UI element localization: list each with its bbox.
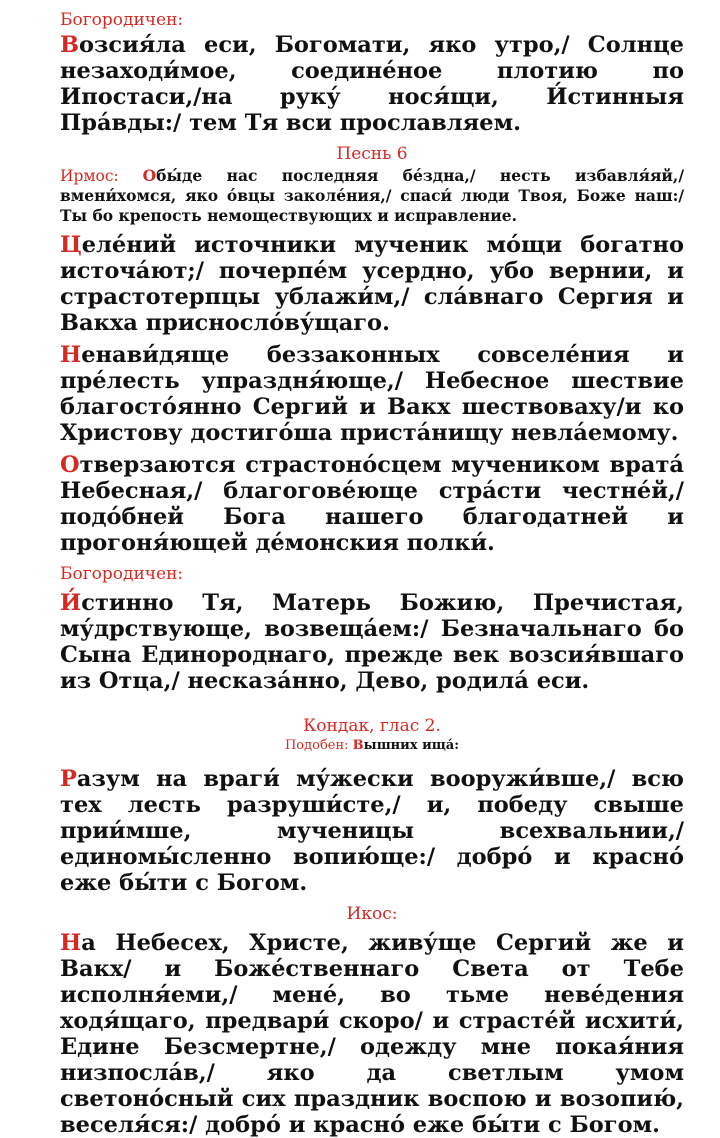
drop-initial: В <box>352 738 364 753</box>
verse-text: азум на враги́ му́жески вооружи́вше,/ всю тех лесть разруши́сте,/ и, победу свыше прии́мше, мученицы всехвальнии,/ единомы́сленно вопию́ще:/ добро́ и красно́ еже бы́ти с Богом. <box>60 766 684 896</box>
drop-initial: О <box>142 166 157 185</box>
kontakion-heading: Кондак, глас 2. <box>303 716 441 736</box>
verse-text: а Небесех, Христе, живу́ще Сергий же и Вакх/ и Боже́ственнаго Света от Тебе исполня́еми,/ мене́, во тьме неве́дения ходя́щаго, предвари́ скоро/ и страсте́й исхити́, Едине Безсмертне,/ одежду мне покая́ния низпосла́в,/ яко да светлым умом светоно́сный сих праздник воспою и возопию́, веселя́ся:/ добро́ и красно́ еже бы́ти с Богом. <box>60 930 684 1138</box>
verse-text: стинно Тя, Матерь Божию, Пречистая, му́дрствующе, возвеща́ем:/ Безначальнаго бо Сына Единороднаго, прежде век возсия́вшаго из Отца,/ несказа́нно, Дево, родила́ еси. <box>60 590 684 694</box>
verse-text: тверзаются страстоно́сцем мучеником врата́ Небесная,/ благогове́юще стра́сти честне́й,/ подо́бней Бога нашего благодатней и прогоня́ющей де́монския полки́. <box>60 452 684 556</box>
troparion <box>60 452 684 556</box>
verse-text: озсия́ла еси, Богомати, яко утро,/ Солнце незаходи́мое, соедине́ное плотию по Ипостаси,/на руку́ нося́щи, И́стинныя Пра́вды:/ тем Тя вси прославляем. <box>60 32 684 136</box>
troparion <box>60 232 684 336</box>
irmos-text <box>60 166 684 226</box>
kontakion-text <box>60 766 684 896</box>
drop-initial: Ц <box>60 232 82 258</box>
theotokion-label: Богородичен: <box>60 10 184 30</box>
drop-initial: Н <box>60 342 82 368</box>
drop-initial: И́ <box>60 590 82 616</box>
drop-initial: Н <box>60 930 82 956</box>
troparion <box>60 342 684 446</box>
ikos-text <box>60 930 684 1138</box>
theotokion-label: Богородичен: <box>60 564 184 584</box>
ikos-heading: Икос: <box>346 904 398 924</box>
verse-text: еле́ний источники мученик мо́щи богатно источа́ют;/ почерпе́м усердно, убо вернии, и страстотерпцы ублажи́м,/ сла́внаго Сергия и Вакха присносло́ву́щаго. <box>60 232 684 336</box>
verse-text: енави́дяще беззаконных совселе́ния и пре́лесть упраздня́юще,/ Небесное шествие благосто́янно Сергий и Вакх шествоваху/и ко Христову достиго́ша приста́нищу невла́емому. <box>60 342 684 446</box>
theotokion-text <box>60 32 684 136</box>
drop-initial: В <box>60 32 80 58</box>
ode-heading: Песнь 6 <box>336 144 408 164</box>
podoben-line <box>60 738 684 754</box>
theotokion-text <box>60 590 684 694</box>
irmos-label: Ирмос: <box>60 167 143 185</box>
podoben-label: Подобен: <box>284 738 353 753</box>
drop-initial: Р <box>60 766 77 792</box>
verse-text: бы́де нас последняя бе́здна,/ несть избавля́яй,/ вмени́хомся, яко о́вцы заколе́ния,/ спаси́ люди Твоя, Боже наш:/ Ты бо крепость немоществующих и исправление. <box>60 166 684 225</box>
drop-initial: О <box>60 452 80 478</box>
podoben-text: ышних ища́: <box>363 738 460 753</box>
